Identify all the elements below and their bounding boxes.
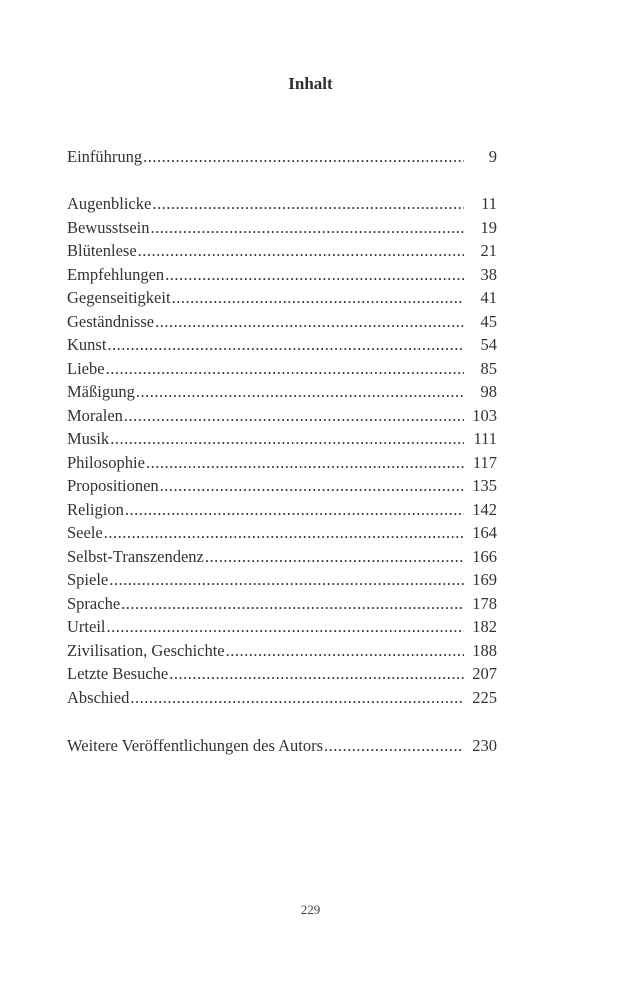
toc-entry-page: 230 — [472, 736, 497, 755]
toc-entry-label: Weitere Veröffentlichungen des Autors — [67, 736, 324, 755]
toc-entry — [67, 568, 497, 592]
toc-main-section — [67, 192, 497, 709]
toc-entry-label: Urteil — [67, 617, 106, 636]
toc-dot-leader — [124, 404, 464, 428]
toc-dot-leader — [125, 498, 464, 522]
toc-entry — [67, 734, 497, 758]
toc-dot-leader — [130, 686, 464, 710]
toc-entry-label: Empfehlungen — [67, 264, 165, 284]
toc-entry-page: 169 — [472, 570, 497, 589]
toc-entry-page: 85 — [480, 358, 497, 378]
toc-dot-leader — [160, 474, 464, 498]
toc-entry-page: 21 — [480, 241, 497, 260]
toc-dot-leader — [107, 615, 465, 639]
toc-entry-page: 111 — [473, 429, 497, 448]
toc-entry-label: Moralen — [67, 405, 123, 425]
toc-entry-page: 178 — [472, 593, 497, 613]
toc-dot-leader — [109, 568, 464, 592]
toc-entry — [67, 615, 497, 639]
toc-entry — [67, 192, 497, 216]
toc-dot-leader — [205, 545, 464, 569]
toc-entry — [67, 333, 497, 357]
toc-entry-label: Religion — [67, 499, 124, 519]
toc-entry-label: Liebe — [67, 358, 105, 378]
toc-entry — [67, 145, 497, 169]
toc-entry-page: 98 — [480, 382, 497, 401]
toc-dot-leader — [165, 263, 464, 287]
toc-entry — [67, 216, 497, 240]
toc-entry-page: 182 — [472, 617, 497, 636]
toc-dot-leader — [152, 192, 464, 216]
toc-entry — [67, 545, 497, 569]
toc-entry-page: 41 — [480, 288, 497, 307]
toc-entry — [67, 404, 497, 428]
toc-entry-page: 103 — [472, 405, 497, 425]
toc-entry — [67, 521, 497, 545]
toc-entry-page: 38 — [480, 264, 497, 284]
toc-entry — [67, 686, 497, 710]
toc-dot-leader — [143, 145, 464, 169]
toc-dot-leader — [104, 521, 464, 545]
toc-entry — [67, 662, 497, 686]
toc-entry-label: Einführung — [67, 147, 143, 166]
toc-dot-leader — [110, 427, 464, 451]
toc-entry-label: Letzte Besuche — [67, 664, 169, 683]
toc-dot-leader — [121, 592, 464, 616]
toc-entry-label: Philosophie — [67, 452, 145, 472]
toc-dot-leader — [169, 662, 464, 686]
toc-entry-page: 225 — [472, 687, 497, 707]
toc-entry-label: Musik — [67, 429, 110, 448]
toc-entry-page: 207 — [472, 664, 497, 683]
toc-entry-label: Gegenseitigkeit — [67, 288, 171, 307]
toc-dot-leader — [172, 286, 464, 310]
toc-entry-page: 9 — [488, 147, 497, 166]
toc-entry-page: 45 — [480, 311, 497, 331]
toc-entry — [67, 239, 497, 263]
toc-dot-leader — [155, 310, 464, 334]
toc-dot-leader — [138, 239, 464, 263]
toc-entry-label: Selbst-Transzendenz — [67, 546, 204, 566]
toc-entry — [67, 263, 497, 287]
toc-entry-label: Spiele — [67, 570, 109, 589]
toc-entry — [67, 451, 497, 475]
toc-entry-page: 166 — [472, 546, 497, 566]
page-title: Inhalt — [288, 74, 333, 93]
toc-entry-page: 11 — [481, 194, 497, 213]
toc-dot-leader — [107, 333, 464, 357]
toc-entry-label: Mäßigung — [67, 382, 135, 401]
toc-entry-label: Seele — [67, 523, 103, 542]
toc-entry — [67, 380, 497, 404]
toc-dot-leader — [106, 357, 464, 381]
toc-entry — [67, 592, 497, 616]
toc-extra-section — [67, 734, 497, 758]
toc-entry — [67, 310, 497, 334]
toc-entry-label: Propositionen — [67, 476, 159, 495]
toc-entry-label: Kunst — [67, 335, 107, 354]
toc-entry — [67, 498, 497, 522]
toc-dot-leader — [136, 380, 464, 404]
toc-entry — [67, 427, 497, 451]
toc-dot-leader — [324, 734, 464, 758]
toc-dot-leader — [146, 451, 464, 475]
toc-entry-label: Bewusstsein — [67, 217, 150, 237]
toc-entry — [67, 286, 497, 310]
toc-entry-label: Augenblicke — [67, 194, 152, 213]
toc-entry-label: Blütenlese — [67, 241, 137, 260]
toc-entry-page: 19 — [480, 217, 497, 237]
toc-entry-label: Sprache — [67, 593, 121, 613]
toc-entry-label: Abschied — [67, 687, 130, 707]
toc-entry-page: 135 — [472, 476, 497, 495]
toc-entry — [67, 474, 497, 498]
toc-dot-leader — [151, 216, 465, 240]
toc-entry-page: 164 — [472, 523, 497, 542]
toc-entry-page: 142 — [472, 499, 497, 519]
toc-entry-page: 54 — [480, 335, 497, 354]
toc-entry-label: Geständnisse — [67, 311, 155, 331]
toc-entry-page: 188 — [472, 640, 497, 660]
toc-intro-section — [67, 145, 497, 169]
toc-entry — [67, 639, 497, 663]
toc-dot-leader — [226, 639, 464, 663]
toc-entry-label: Zivilisation, Geschichte — [67, 640, 225, 660]
page-number: 229 — [300, 902, 321, 917]
toc-entry-page: 117 — [472, 452, 497, 472]
toc-entry — [67, 357, 497, 381]
